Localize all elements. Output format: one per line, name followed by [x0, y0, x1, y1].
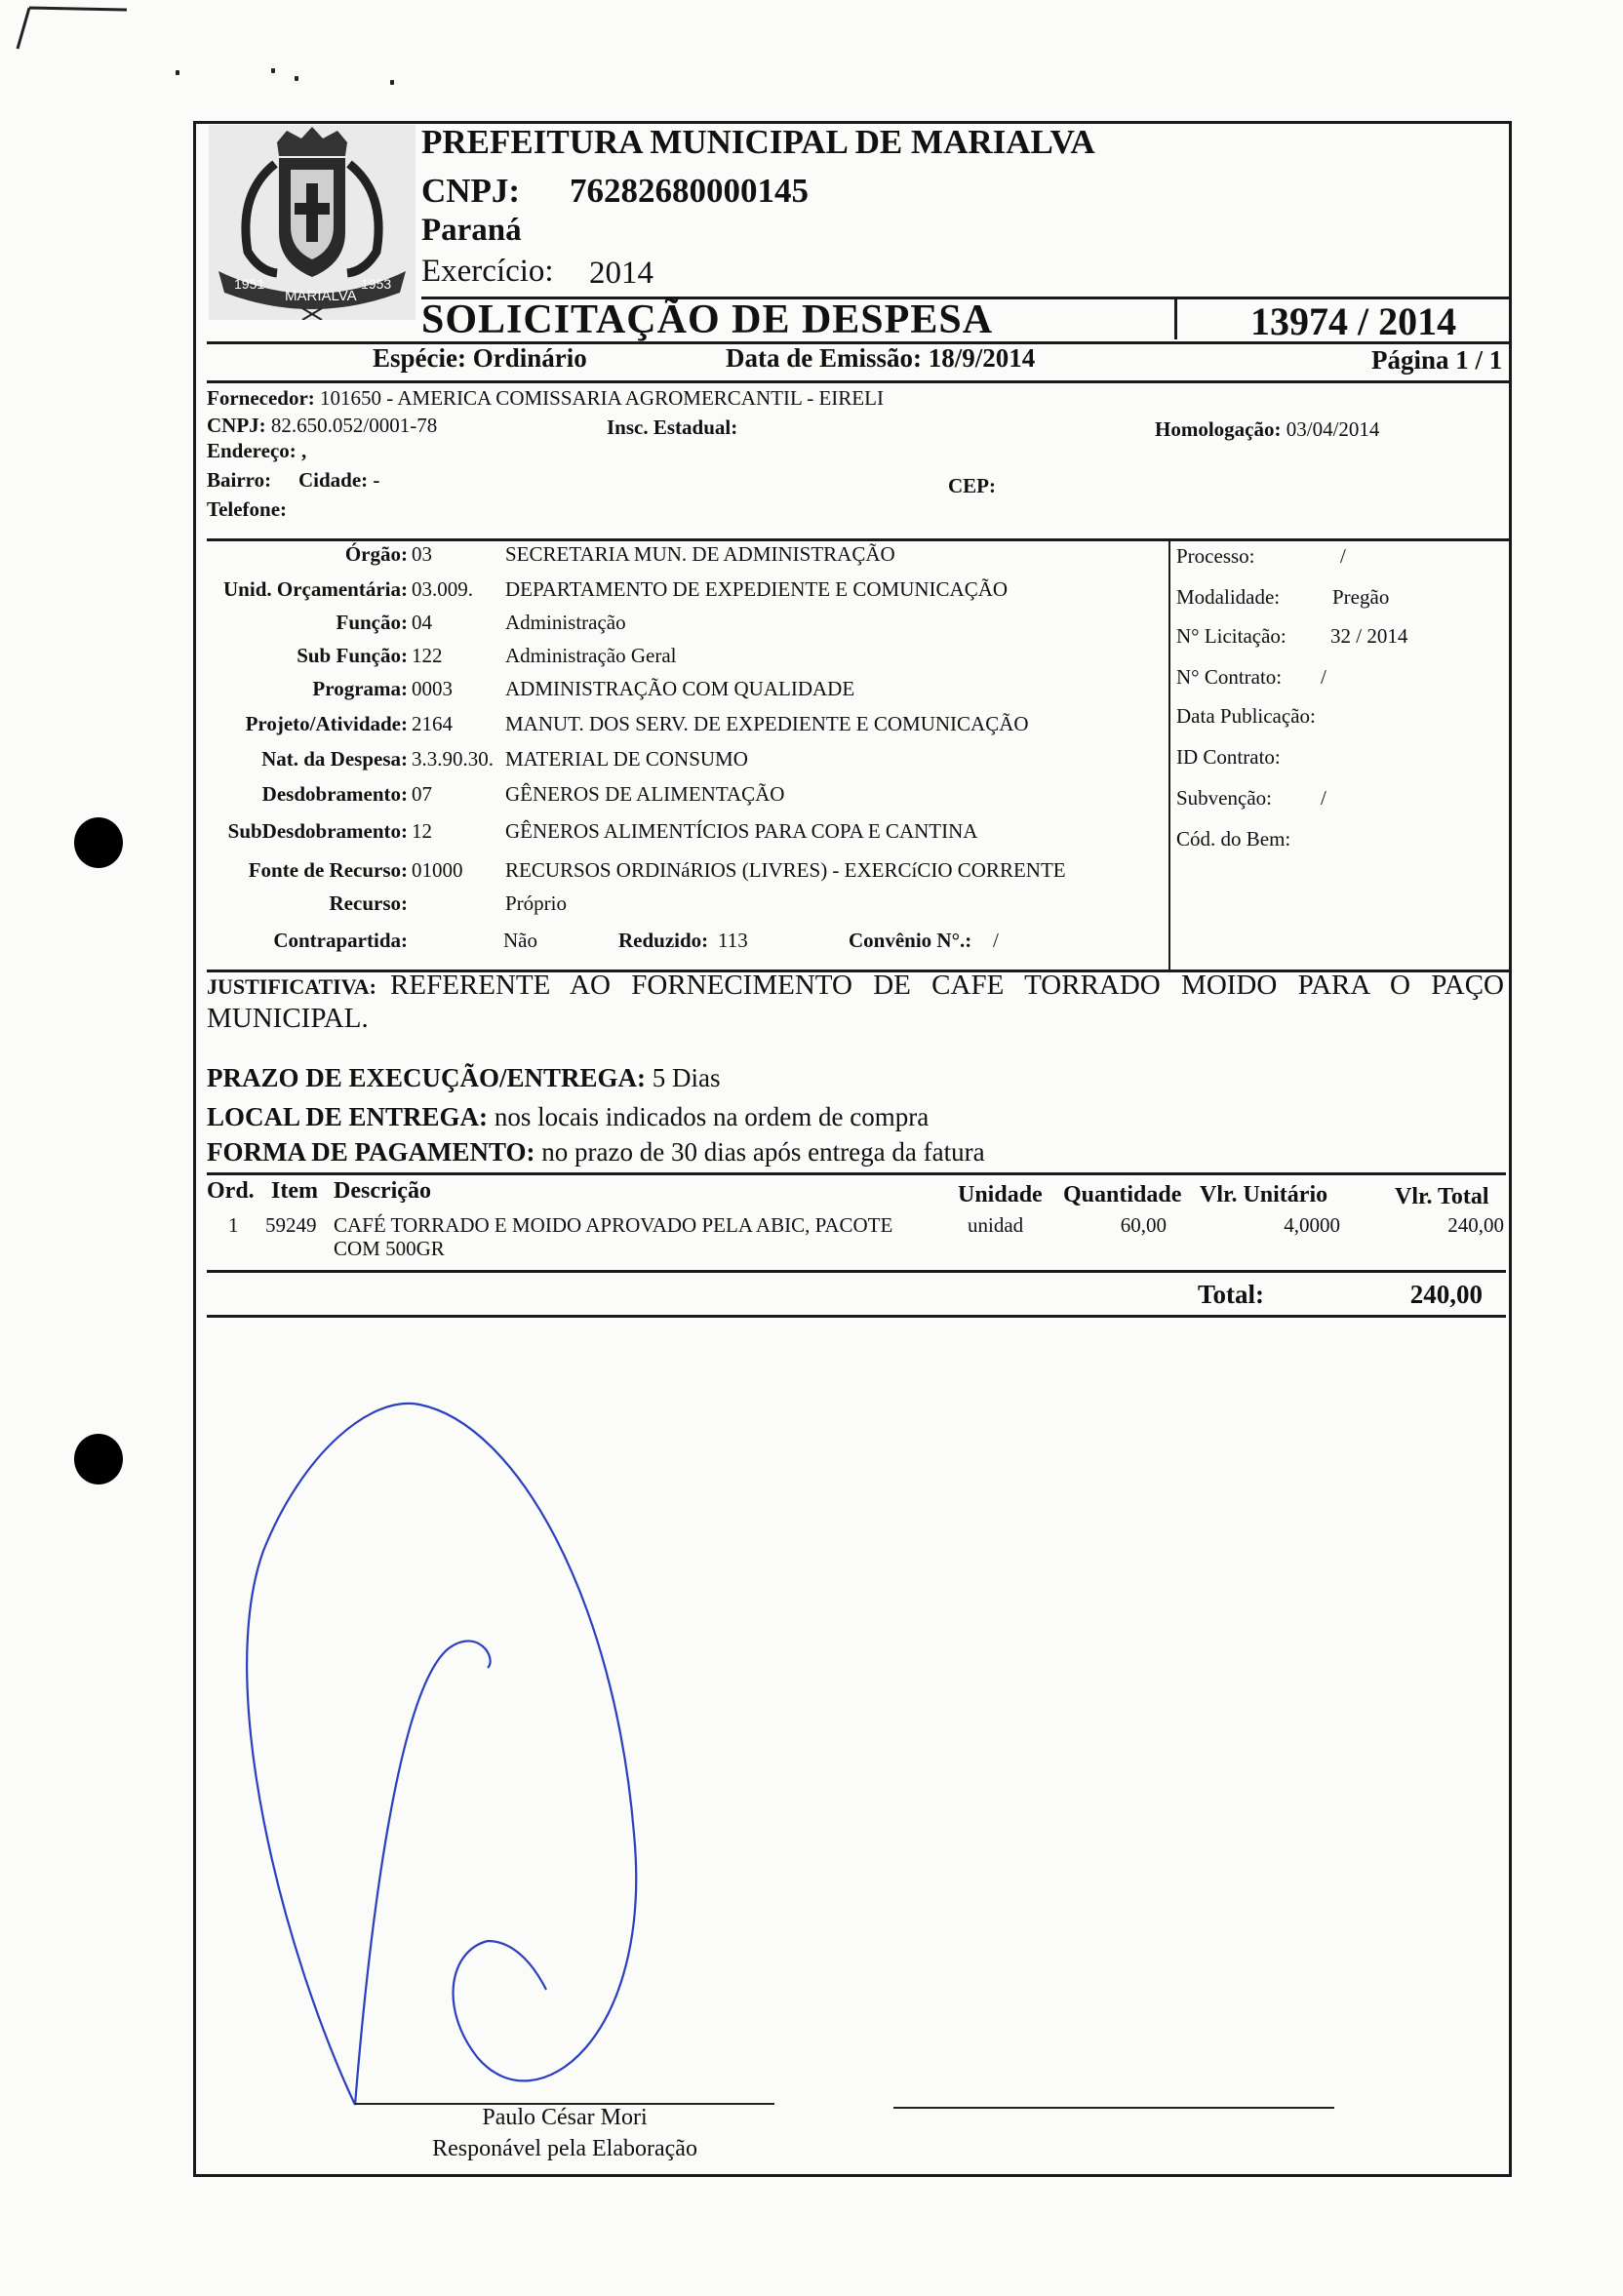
- convenio-value: /: [993, 929, 999, 952]
- signature-stroke: [247, 1404, 636, 2105]
- reduzido-value: 113: [718, 929, 748, 952]
- process-label: Data Publicação:: [1176, 704, 1316, 728]
- contrapartida-label: Contrapartida:: [273, 929, 408, 952]
- budget-desc: Administração Geral: [505, 644, 677, 667]
- budget-code: 122: [412, 644, 443, 667]
- justificativa-label: JUSTIFICATIVA:: [207, 974, 377, 999]
- homologacao-label: Homologação:: [1155, 417, 1282, 441]
- process-label: N° Licitação:: [1176, 624, 1287, 648]
- process-value: 32 / 2014: [1330, 624, 1408, 648]
- budget-label: Programa:: [312, 677, 408, 700]
- budget-code: 04: [412, 611, 432, 634]
- prazo-line: [207, 1063, 721, 1093]
- seal-year-right: 1953: [361, 276, 392, 292]
- endereco-label: Endereço: ,: [207, 439, 307, 462]
- seal-city-name: MARIALVA: [285, 288, 357, 304]
- budget-desc: MATERIAL DE CONSUMO: [505, 747, 748, 771]
- reduzido-label: Reduzido:: [618, 929, 709, 952]
- data-emissao: Data de Emissão: 18/9/2014: [726, 343, 1036, 373]
- budget-desc: GÊNEROS DE ALIMENTAÇÃO: [505, 782, 785, 806]
- col-descricao: Descrição: [334, 1178, 431, 1204]
- budget-label: Unid. Orçamentária:: [223, 577, 408, 601]
- fornecedor-value: 101650 - AMERICA COMISSARIA AGROMERCANTIL - EIRELI: [320, 386, 884, 410]
- convenio-label: Convênio N°.:: [849, 929, 972, 952]
- row-item: 59249: [265, 1213, 317, 1237]
- budget-label: Projeto/Atividade:: [245, 712, 408, 735]
- row-ord: 1: [228, 1213, 239, 1237]
- budget-label: SubDesdobramento:: [227, 819, 408, 843]
- scan-speck: [295, 76, 298, 81]
- col-unidade: Unidade: [958, 1182, 1043, 1207]
- punch-hole-top: [74, 817, 123, 868]
- process-label: Modalidade:: [1176, 585, 1281, 609]
- forma-label: FORMA DE PAGAMENTO:: [207, 1137, 535, 1167]
- municipal-seal-icon: [209, 125, 416, 320]
- supplier-cnpj-label: CNPJ:: [207, 414, 266, 437]
- budget-code: 01000: [412, 858, 463, 882]
- budget-desc: ADMINISTRAÇÃO COM QUALIDADE: [505, 677, 855, 700]
- process-value: /: [1321, 786, 1326, 810]
- row-unidade: unidad: [968, 1213, 1024, 1237]
- justificativa: [207, 970, 1504, 1034]
- budget-label: Recurso:: [329, 891, 408, 915]
- budget-label: Nat. da Despesa:: [261, 747, 408, 771]
- total-value: 240,00: [1409, 1280, 1483, 1309]
- telefone-label: Telefone:: [207, 497, 288, 521]
- supplier-cnpj-value: 82.650.052/0001-78: [270, 414, 438, 437]
- budget-code: 0003: [412, 677, 453, 700]
- process-value: /: [1321, 665, 1326, 689]
- local-label: LOCAL DE ENTREGA:: [207, 1102, 489, 1131]
- budget-label: Sub Função:: [297, 644, 408, 667]
- seal-year-left: 1951: [234, 276, 265, 292]
- scan-speck: [390, 80, 394, 85]
- scan-speck: [271, 68, 275, 73]
- budget-desc: SECRETARIA MUN. DE ADMINISTRAÇÃO: [505, 542, 895, 566]
- budget-desc: Administração: [505, 611, 626, 634]
- signer-role: Responável pela Elaboração: [432, 2136, 697, 2161]
- divider: [207, 380, 1512, 383]
- bairro-label: Bairro:: [207, 468, 272, 492]
- col-ord: Ord.: [207, 1178, 255, 1204]
- justificativa-line1: [207, 970, 1504, 1003]
- col-item: Item: [271, 1178, 318, 1204]
- divider: [207, 538, 1512, 541]
- budget-code: 12: [412, 819, 432, 843]
- signature-line: [893, 2107, 1334, 2109]
- cidade-label: Cidade: -: [298, 468, 380, 492]
- divider: [207, 1315, 1506, 1318]
- budget-code: 03.009.: [412, 577, 473, 601]
- especie: Espécie: Ordinário: [373, 343, 587, 373]
- justificativa-text: REFERENTE AO FORNECIMENTO DE CAFE TORRADO MOIDO PARA O PAÇO: [390, 970, 1504, 1001]
- supplier-cnpj-line: [207, 414, 437, 438]
- state-name: Paraná: [421, 213, 522, 248]
- budget-code: 3.3.90.30.: [412, 747, 494, 771]
- prazo-value: 5 Dias: [652, 1063, 721, 1092]
- forma-value: no prazo de 30 dias após entrega da fatura: [541, 1137, 985, 1167]
- budget-code: 07: [412, 782, 432, 806]
- row-vlr-unitario: 4,0000: [1284, 1213, 1340, 1237]
- municipality-title: PREFEITURA MUNICIPAL DE MARIALVA: [421, 123, 1095, 161]
- col-vlr-total: Vlr. Total: [1395, 1184, 1489, 1209]
- process-label: Processo:: [1176, 544, 1255, 568]
- page-number: Página 1 / 1: [1371, 345, 1503, 375]
- row-quantidade: 60,00: [1120, 1213, 1167, 1237]
- fornecedor-label: Fornecedor:: [207, 386, 315, 410]
- process-label: ID Contrato:: [1176, 745, 1281, 769]
- document-title: SOLICITAÇÃO DE DESPESA: [421, 297, 994, 342]
- budget-desc: MANUT. DOS SERV. DE EXPEDIENTE E COMUNICAÇÃO: [505, 712, 1029, 735]
- local-value: nos locais indicados na ordem de compra: [494, 1102, 930, 1131]
- cnpj-value: 76282680000145: [570, 172, 809, 210]
- cep-label: CEP:: [948, 474, 996, 497]
- insc-estadual-label: Insc. Estadual:: [607, 416, 738, 439]
- total-label: Total:: [1198, 1280, 1265, 1309]
- divider: [207, 1172, 1506, 1175]
- process-value: /: [1340, 544, 1346, 568]
- budget-label: Fonte de Recurso:: [248, 858, 408, 882]
- contrapartida-value: Não: [503, 929, 537, 952]
- col-quantidade: Quantidade: [1063, 1182, 1182, 1207]
- process-label: Cód. do Bem:: [1176, 827, 1291, 851]
- process-value: Pregão: [1332, 585, 1390, 609]
- row-desc-line2: COM 500GR: [334, 1237, 445, 1260]
- row-desc-line1: CAFÉ TORRADO E MOIDO APROVADO PELA ABIC, PACOTE: [334, 1213, 893, 1237]
- scan-speck: [176, 70, 179, 75]
- handwritten-signature: [224, 1366, 693, 2117]
- prazo-label: PRAZO DE EXECUÇÃO/ENTREGA:: [207, 1063, 647, 1092]
- process-label: Subvenção:: [1176, 786, 1272, 810]
- signer-name: Paulo César Mori: [482, 2105, 648, 2130]
- divider: [1174, 298, 1177, 339]
- budget-desc: Próprio: [505, 891, 567, 915]
- punch-hole-bottom: [74, 1434, 123, 1484]
- budget-code: 03: [412, 542, 432, 566]
- corner-mark: [0, 0, 137, 59]
- col-vlr-unitario: Vlr. Unitário: [1200, 1182, 1328, 1207]
- budget-label: Órgão:: [344, 542, 408, 566]
- divider: [1168, 540, 1170, 970]
- homologacao-line: [1155, 417, 1379, 442]
- row-vlr-total: 240,00: [1447, 1213, 1504, 1237]
- document-number: 13974 / 2014: [1250, 299, 1457, 343]
- exercicio-value: 2014: [589, 256, 653, 291]
- forma-line: [207, 1137, 985, 1168]
- fornecedor-line: [207, 386, 884, 411]
- cnpj-label: CNPJ:: [421, 172, 521, 210]
- budget-desc: DEPARTAMENTO DE EXPEDIENTE E COMUNICAÇÃO: [505, 577, 1009, 601]
- budget-label: Função:: [336, 611, 408, 634]
- justificativa-line2: MUNICIPAL.: [207, 1003, 369, 1034]
- local-line: [207, 1102, 929, 1132]
- divider: [207, 1270, 1506, 1273]
- budget-code: 2164: [412, 712, 453, 735]
- homologacao-value: 03/04/2014: [1286, 417, 1380, 441]
- budget-desc: RECURSOS ORDINáRIOS (LIVRES) - EXERCíCIO CORRENTE: [505, 858, 1066, 882]
- budget-desc: GÊNEROS ALIMENTÍCIOS PARA COPA E CANTINA: [505, 819, 978, 843]
- process-label: N° Contrato:: [1176, 665, 1283, 689]
- budget-label: Desdobramento:: [261, 782, 408, 806]
- exercicio-label: Exercício:: [421, 254, 554, 289]
